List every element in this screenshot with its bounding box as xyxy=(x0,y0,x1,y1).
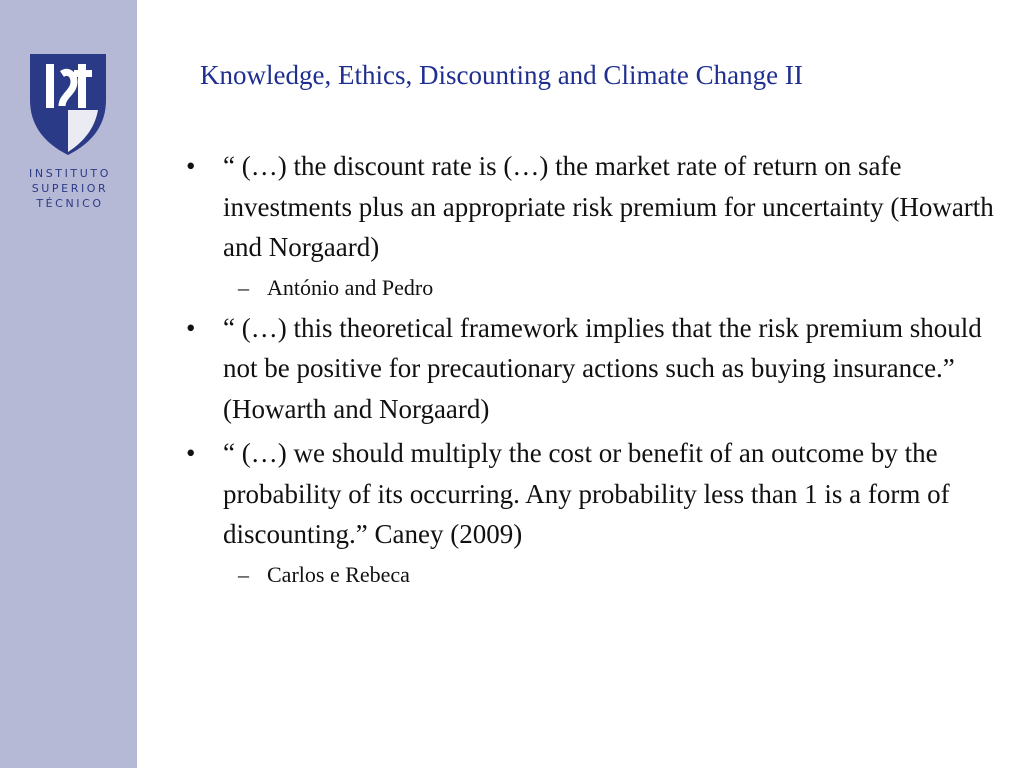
institution-line-3: TÉCNICO xyxy=(36,197,104,210)
bullet-item-1 xyxy=(180,146,1000,268)
bullet-marker: • xyxy=(186,151,196,181)
ist-shield-logo-icon xyxy=(28,52,108,157)
bullet-marker: • xyxy=(186,438,196,468)
slide-title: Knowledge, Ethics, Discounting and Climate Change II xyxy=(200,60,803,90)
institution-name xyxy=(20,166,120,211)
sub-bullet-marker: – xyxy=(238,274,249,300)
bullet-marker: • xyxy=(186,312,196,343)
bullet-list xyxy=(180,146,1000,595)
sidebar xyxy=(0,0,137,768)
institution-line-1: INSTITUTO xyxy=(29,167,111,180)
sub-bullet-item-1 xyxy=(180,272,1000,304)
bullet-text: “ (…) the discount rate is (…) the market rate of return on safe investments plus an appropriate risk premium for uncertainty (Howarth and Norgaard) xyxy=(223,151,994,262)
bullet-item-2 xyxy=(180,308,1000,430)
sub-bullet-text: Carlos e Rebeca xyxy=(267,561,410,587)
bullet-item-3 xyxy=(180,433,1000,555)
sub-bullet-text: António and Pedro xyxy=(267,274,434,300)
sub-bullet-marker: – xyxy=(238,561,249,587)
bullet-text: “ (…) this theoretical framework implies that the risk premium should not be positive for precautionary actions such as buying insurance.” (Howarth and Norgaard) xyxy=(223,312,982,424)
institution-line-2: SUPERIOR xyxy=(31,182,109,195)
sub-bullet-item-2 xyxy=(180,559,1000,591)
bullet-text: “ (…) we should multiply the cost or benefit of an outcome by the probability of its occurring. Any probability less than 1 is a form of discounting.” Caney (2009) xyxy=(223,438,950,549)
